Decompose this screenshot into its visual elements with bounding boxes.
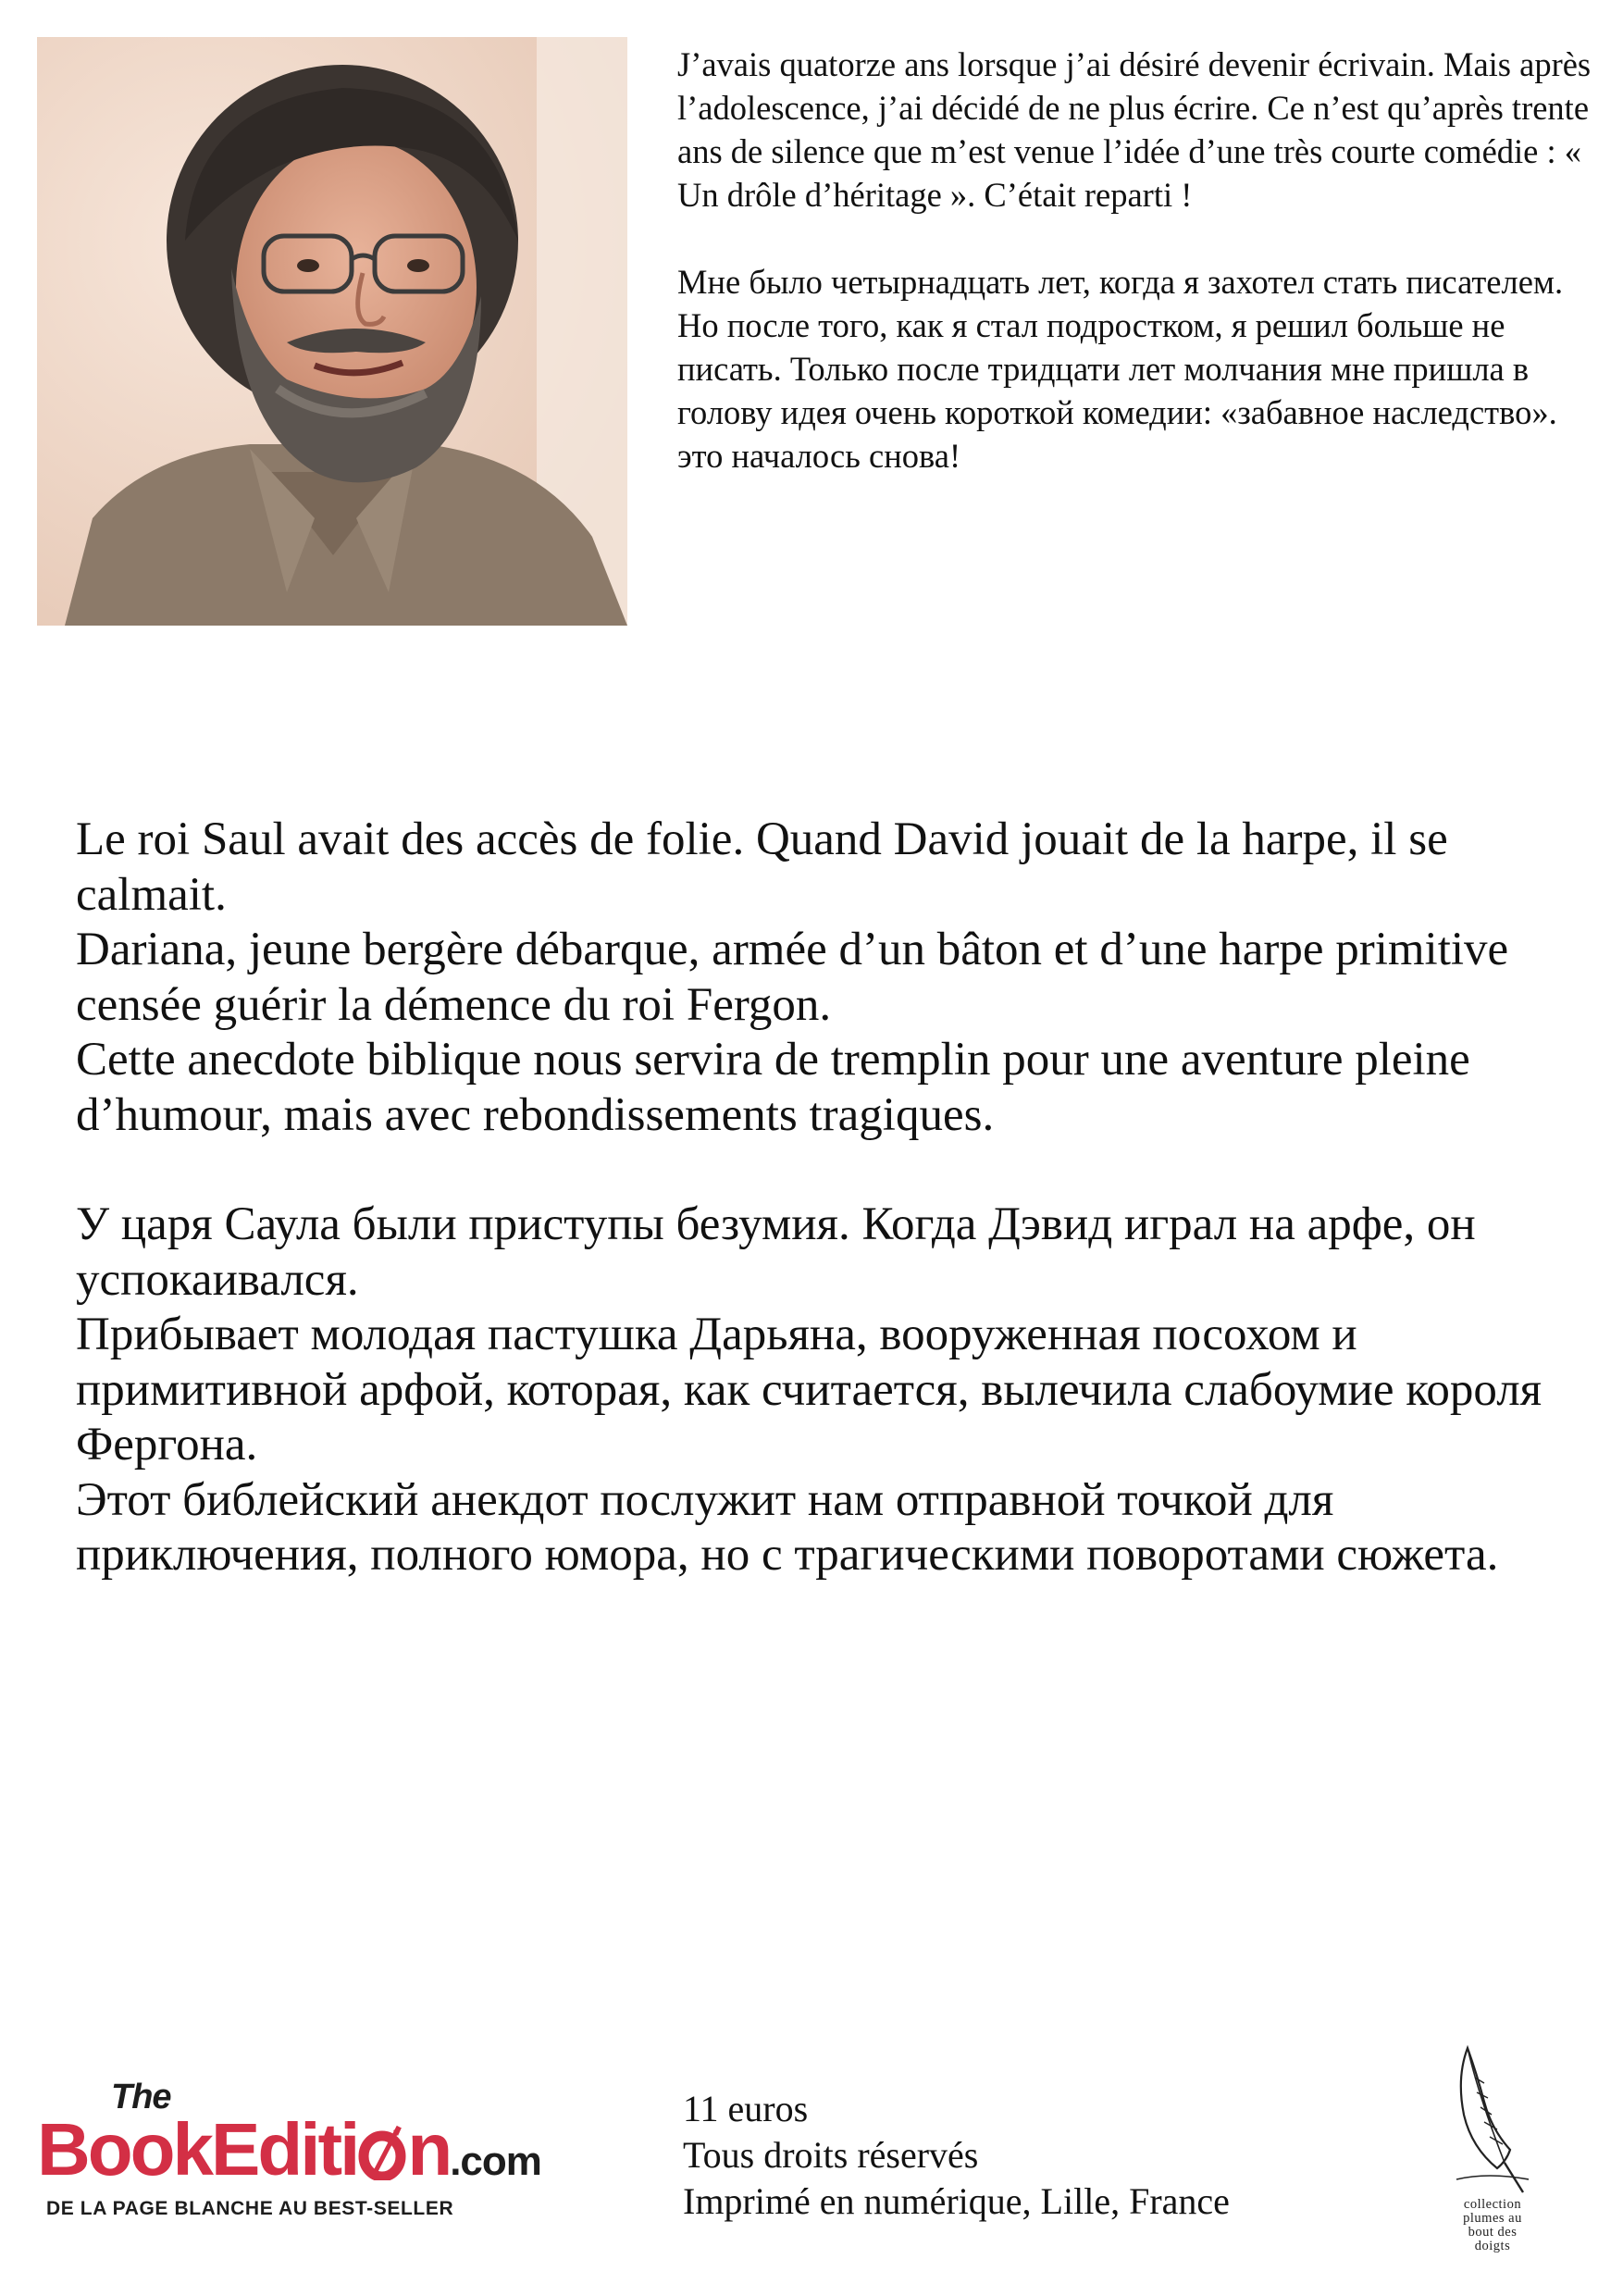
logo-dotcom: .com — [450, 2139, 541, 2184]
bio-russian: Мне было четырнадцать лет, когда я захотел стать писателем. Но после того, как я стал подростком, я решил больше не писать. Только после тридцати лет молчания мне пришла в голову идея очень короткой комедии: «забавное наследство». это началось снова! — [677, 263, 1564, 475]
summary-russian-line: Прибывает молодая пастушка Дарьяна, вооруженная посохом и примитивной арфой, которая, как считается, вылечила слабоумие короля Фергона. — [76, 1309, 1542, 1471]
logo-brand-part2: n — [407, 2108, 451, 2191]
collection-line: collection — [1463, 2197, 1522, 2212]
quill-feather-icon — [1451, 2041, 1534, 2198]
summary-french-line: Cette anecdote biblique nous servira de tremplin pour une aventure pleine d’humour, mais avec rebondissements tragiques. — [76, 1034, 1470, 1141]
price: 11 euros — [683, 2088, 809, 2129]
summary-russian-line: У царя Саула были приступы безумия. Когда Дэвид играл на арфе, он успокаивался. — [76, 1198, 1476, 1306]
author-bio — [677, 43, 1593, 478]
logo-tagline: DE LA PAGE BLANCHE AU BEST-SELLER — [46, 2198, 454, 2219]
author-photo — [37, 37, 627, 626]
feather-o-icon — [358, 2125, 406, 2180]
author-portrait-icon — [37, 37, 627, 626]
collection-mark — [1432, 2041, 1553, 2263]
summary-french-line: Dariana, jeune bergère débarque, armée d’un bâton et d’une harpe primitive censée guérir la démence du roi Fergon. — [76, 924, 1509, 1031]
collection-line: doigts — [1474, 2239, 1511, 2253]
publisher-logo — [37, 2078, 592, 2240]
collection-line: plumes au — [1463, 2211, 1522, 2226]
collection-label — [1432, 2198, 1553, 2253]
logo-the: The — [111, 2078, 171, 2116]
summary-french-line: Le roi Saul avait des accès de folie. Quand David jouait de la harpe, il se calmait. — [76, 813, 1448, 921]
summary-russian-line: Этот библейский анекдот послужит нам отправной точкой для приключения, полного юмора, но с трагическими поворотами сюжета. — [76, 1473, 1499, 1581]
bio-french: J’avais quatorze ans lorsque j’ai désiré devenir écrivain. Mais après l’adolescence, j’ai décidé de ne plus écrire. Ce n’est qu’après trente ans de silence que m’est venue l’idée d’une très courte comédie : « Un drôle d’héritage ». C’était reparti ! — [677, 45, 1592, 214]
logo-brand-part1: BookEditi — [37, 2108, 358, 2191]
printing-info: Imprimé en numérique, Lille, France — [683, 2180, 1230, 2222]
paragraph-gap — [76, 1143, 1593, 1198]
collection-line: bout des — [1468, 2225, 1518, 2240]
rights-notice: Tous droits réservés — [683, 2134, 979, 2176]
book-summary — [76, 813, 1593, 1583]
colophon — [683, 2086, 1230, 2225]
logo-brand — [37, 2104, 541, 2208]
